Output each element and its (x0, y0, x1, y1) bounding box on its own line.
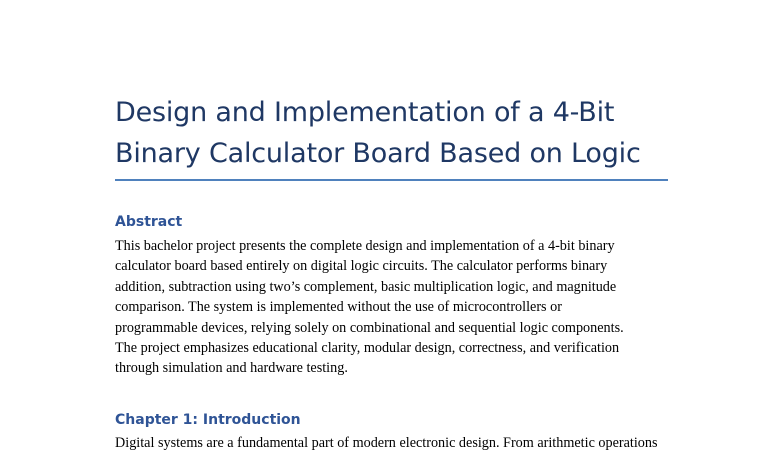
abstract-line: calculator board based entirely on digital logic circuits. The calculator performs binary (115, 258, 608, 275)
title-line-2: Binary Calculator Board Based on Logic (115, 138, 641, 169)
title-underline-rule (115, 179, 668, 181)
abstract-line: The project emphasizes educational clarity, modular design, correctness, and verification (115, 340, 620, 357)
title-block (115, 92, 668, 174)
chapter-1-heading: Chapter 1: Introduction (115, 412, 301, 428)
abstract-paragraph (115, 236, 675, 379)
abstract-line: through simulation and hardware testing. (115, 360, 348, 377)
document-title (115, 92, 668, 174)
abstract-line: This bachelor project presents the complete design and implementation of a 4-bit binary (115, 238, 615, 254)
chapter-1-paragraph: Digital systems are a fundamental part of modern electronic design. From arithmetic operations (115, 435, 658, 451)
title-line-1: Design and Implementation of a 4-Bit (115, 97, 615, 128)
abstract-line: comparison. The system is implemented without the use of microcontrollers or (115, 299, 562, 316)
abstract-heading: Abstract (115, 214, 183, 230)
abstract-line: addition, subtraction using two’s complement, basic multiplication logic, and magnitude (115, 278, 617, 295)
abstract-line: programmable devices, relying solely on combinational and sequential logic components. (115, 319, 624, 336)
